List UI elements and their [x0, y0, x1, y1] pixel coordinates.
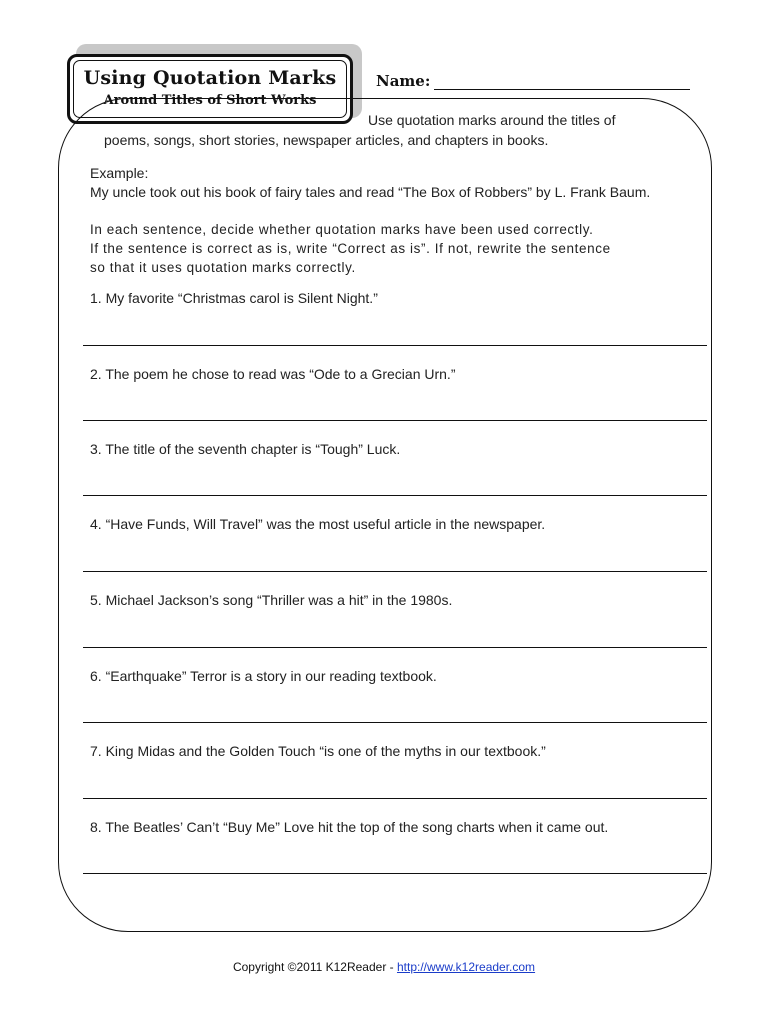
- question-5: 5. Michael Jackson’s song “Thriller was a hit” in the 1980s.: [90, 592, 453, 608]
- copyright-text: Copyright ©2011 K12Reader -: [232, 960, 397, 974]
- name-field-line[interactable]: [434, 89, 690, 90]
- answer-line-5[interactable]: [83, 647, 707, 648]
- answer-line-1[interactable]: [83, 345, 707, 346]
- instruction-line-1: In each sentence, decide whether quotation marks have been used correctly.: [90, 222, 594, 237]
- question-6: 6. “Earthquake” Terror is a story in our reading textbook.: [90, 668, 437, 684]
- question-3: 3. The title of the seventh chapter is “Tough” Luck.: [90, 441, 401, 457]
- intro-line-1: Use quotation marks around the titles of: [368, 112, 616, 128]
- answer-line-2[interactable]: [83, 420, 707, 421]
- question-7: 7. King Midas and the Golden Touch “is one of the myths in our textbook.”: [90, 743, 546, 759]
- answer-line-6[interactable]: [83, 722, 707, 723]
- question-1: 1. My favorite “Christmas carol is Silent Night.”: [90, 290, 378, 306]
- answer-line-4[interactable]: [83, 571, 707, 572]
- intro-line-2: poems, songs, short stories, newspaper articles, and chapters in books.: [104, 132, 549, 148]
- answer-line-7[interactable]: [83, 798, 707, 799]
- question-2: 2. The poem he chose to read was “Ode to a Grecian Urn.”: [90, 366, 456, 382]
- name-label: Name:: [376, 72, 431, 90]
- worksheet-title: Using Quotation Marks: [83, 67, 337, 89]
- footer: [0, 960, 768, 974]
- instruction-line-3: so that it uses quotation marks correctly.: [90, 260, 356, 275]
- worksheet-subtitle: Around Titles of Short Works: [103, 93, 317, 108]
- example-label: Example:: [90, 165, 149, 181]
- question-8: 8. The Beatles’ Can’t “Buy Me” Love hit the top of the song charts when it came out.: [90, 819, 609, 835]
- example-text: My uncle took out his book of fairy tales and read “The Box of Robbers” by L. Frank Baum.: [90, 184, 651, 200]
- k12reader-link[interactable]: http://www.k12reader.com: [396, 960, 536, 974]
- answer-line-8[interactable]: [83, 873, 707, 874]
- question-4: 4. “Have Funds, Will Travel” was the most useful article in the newspaper.: [90, 516, 546, 532]
- instruction-line-2: If the sentence is correct as is, write “Correct as is”. If not, rewrite the sentence: [90, 241, 611, 256]
- answer-line-3[interactable]: [83, 495, 707, 496]
